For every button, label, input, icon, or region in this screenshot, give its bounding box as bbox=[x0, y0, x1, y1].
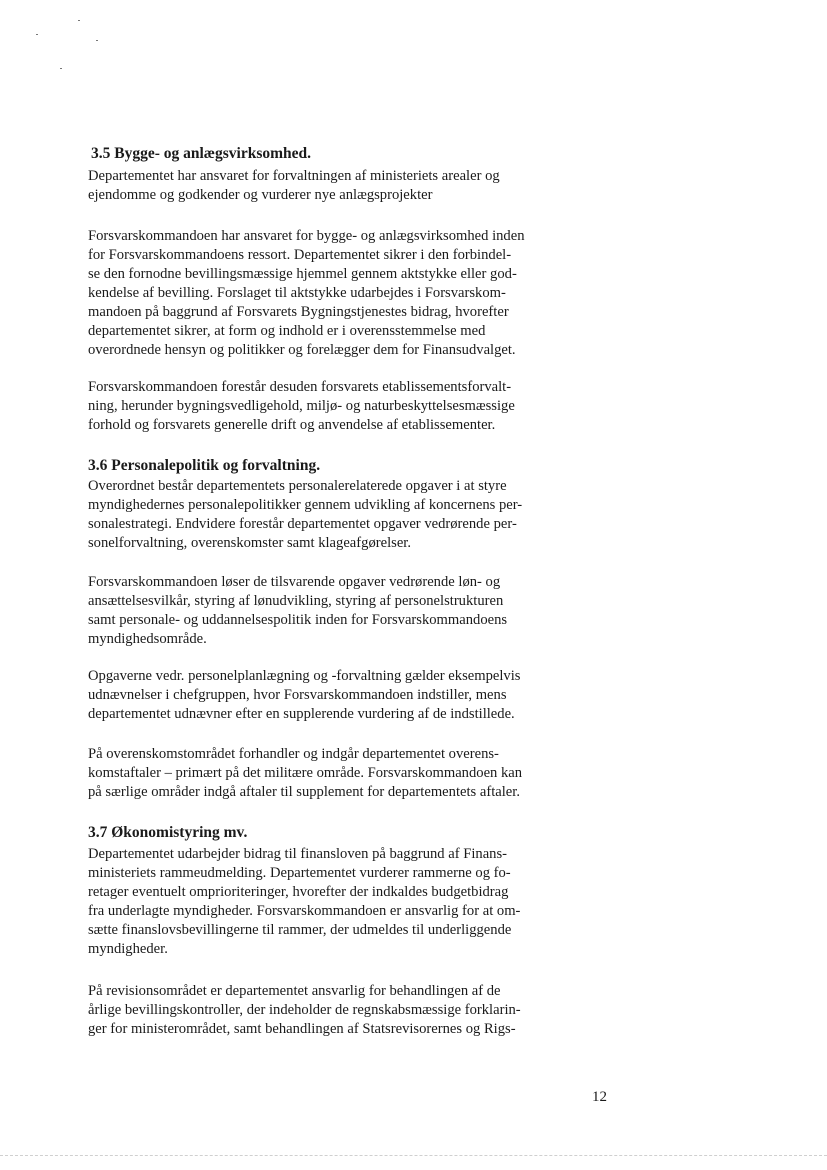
text-line: myndigheder. bbox=[88, 941, 168, 957]
text-line: mandoen på baggrund af Forsvarets Bygningstjenestes bidrag, hvorefter bbox=[88, 304, 509, 320]
text-line: Opgaverne vedr. personelplanlægning og -forvaltning gælder eksempelvis bbox=[88, 668, 521, 684]
page-number: 12 bbox=[592, 1089, 607, 1105]
paragraph-3-5-1 bbox=[88, 167, 500, 205]
text-line: sonelforvaltning, overenskomster samt klageafgørelser. bbox=[88, 535, 411, 551]
paragraph-3-5-3 bbox=[88, 378, 515, 435]
text-line: Departementet udarbejder bidrag til finansloven på baggrund af Finans- bbox=[88, 846, 508, 862]
paragraph-3-6-2 bbox=[88, 573, 507, 649]
text-line: departementet sikrer, at form og indhold er i overensstemmelse med bbox=[88, 323, 486, 339]
text-line: fra underlagte myndigheder. Forsvarskommandoen er ansvarlig for at om- bbox=[88, 903, 521, 919]
text-line: Overordnet består departementets personalerelaterede opgaver i at styre bbox=[88, 478, 507, 494]
text-line: ejendomme og godkender og vurderer nye anlægsprojekter bbox=[88, 187, 433, 203]
scan-speck bbox=[78, 20, 80, 21]
text-line: Departementet har ansvaret for forvaltningen af ministeriets arealer og bbox=[88, 168, 500, 184]
text-line: På revisionsområdet er departementet ansvarlig for behandlingen af de bbox=[88, 983, 501, 999]
text-line: sætte finanslovsbevillingerne til rammer, der udmeldes til underliggende bbox=[88, 922, 512, 938]
scan-speck bbox=[96, 40, 98, 41]
text-line: for Forsvarskommandoens ressort. Departementet sikrer i den forbindel- bbox=[88, 247, 512, 263]
paragraph-3-6-1 bbox=[88, 477, 522, 553]
text-line: sonalestrategi. Endvidere forestår departementet opgaver vedrørende per- bbox=[88, 516, 517, 532]
text-line: Forsvarskommandoen løser de tilsvarende opgaver vedrørende løn- og bbox=[88, 574, 501, 590]
text-line: komstaftaler – primært på det militære område. Forsvarskommandoen kan bbox=[88, 765, 523, 781]
text-line: myndighedsområde. bbox=[88, 631, 207, 647]
scan-speck bbox=[36, 34, 38, 35]
text-line: ger for ministerområdet, samt behandlingen af Statsrevisorernes og Rigs- bbox=[88, 1021, 516, 1037]
text-line: myndighedernes personalepolitikker gennem udvikling af koncernens per- bbox=[88, 497, 523, 513]
text-line: overordnede hensyn og politikker og forelægger dem for Finansudvalget. bbox=[88, 342, 516, 358]
text-line: Forsvarskommandoen forestår desuden forsvarets etablissementsforvalt- bbox=[88, 379, 512, 395]
text-line: ning, herunder bygningsvedligehold, miljø- og naturbeskyttelsesmæssige bbox=[88, 398, 515, 414]
scan-speck bbox=[60, 68, 62, 69]
text-line: årlige bevillingskontroller, der indeholder de regnskabsmæssige forklarin- bbox=[88, 1002, 521, 1018]
section-heading-3-5: 3.5 Bygge- og anlægsvirksomhed. bbox=[91, 145, 312, 162]
page-bottom-edge bbox=[0, 1155, 827, 1157]
text-line: ministeriets rammeudmelding. Departementet vurderer rammerne og fo- bbox=[88, 865, 511, 881]
text-line: På overenskomstområdet forhandler og indgår departementet overens- bbox=[88, 746, 499, 762]
paragraph-3-7-1 bbox=[88, 845, 520, 959]
text-line: på særlige områder indgå aftaler til supplement for departementets aftaler. bbox=[88, 784, 520, 800]
text-line: departementet udnævner efter en supplerende vurdering af de indstillede. bbox=[88, 706, 515, 722]
text-line: Forsvarskommandoen har ansvaret for bygge- og anlægsvirksomhed inden bbox=[88, 228, 525, 244]
section-heading-3-7: 3.7 Økonomistyring mv. bbox=[88, 824, 248, 841]
paragraph-3-7-2 bbox=[88, 982, 521, 1039]
text-line: ansættelsesvilkår, styring af lønudvikling, styring af personelstrukturen bbox=[88, 593, 504, 609]
text-line: samt personale- og uddannelsespolitik inden for Forsvarskommandoens bbox=[88, 612, 508, 628]
text-line: retager eventuelt omprioriteringer, hvorefter der indkaldes budgetbidrag bbox=[88, 884, 509, 900]
paragraph-3-6-4 bbox=[88, 745, 522, 802]
text-line: udnævnelser i chefgruppen, hvor Forsvarskommandoen indstiller, mens bbox=[88, 687, 507, 703]
section-heading-3-6: 3.6 Personalepolitik og forvaltning. bbox=[88, 457, 321, 474]
text-line: se den fornodne bevillingsmæssige hjemmel gennem aktstykke eller god- bbox=[88, 266, 517, 282]
paragraph-3-5-2 bbox=[88, 227, 525, 360]
paragraph-3-6-3 bbox=[88, 667, 520, 724]
text-line: kendelse af bevilling. Forslaget til aktstykke udarbejdes i Forsvarskom- bbox=[88, 285, 506, 301]
text-line: forhold og forsvarets generelle drift og anvendelse af etablissementer. bbox=[88, 417, 496, 433]
